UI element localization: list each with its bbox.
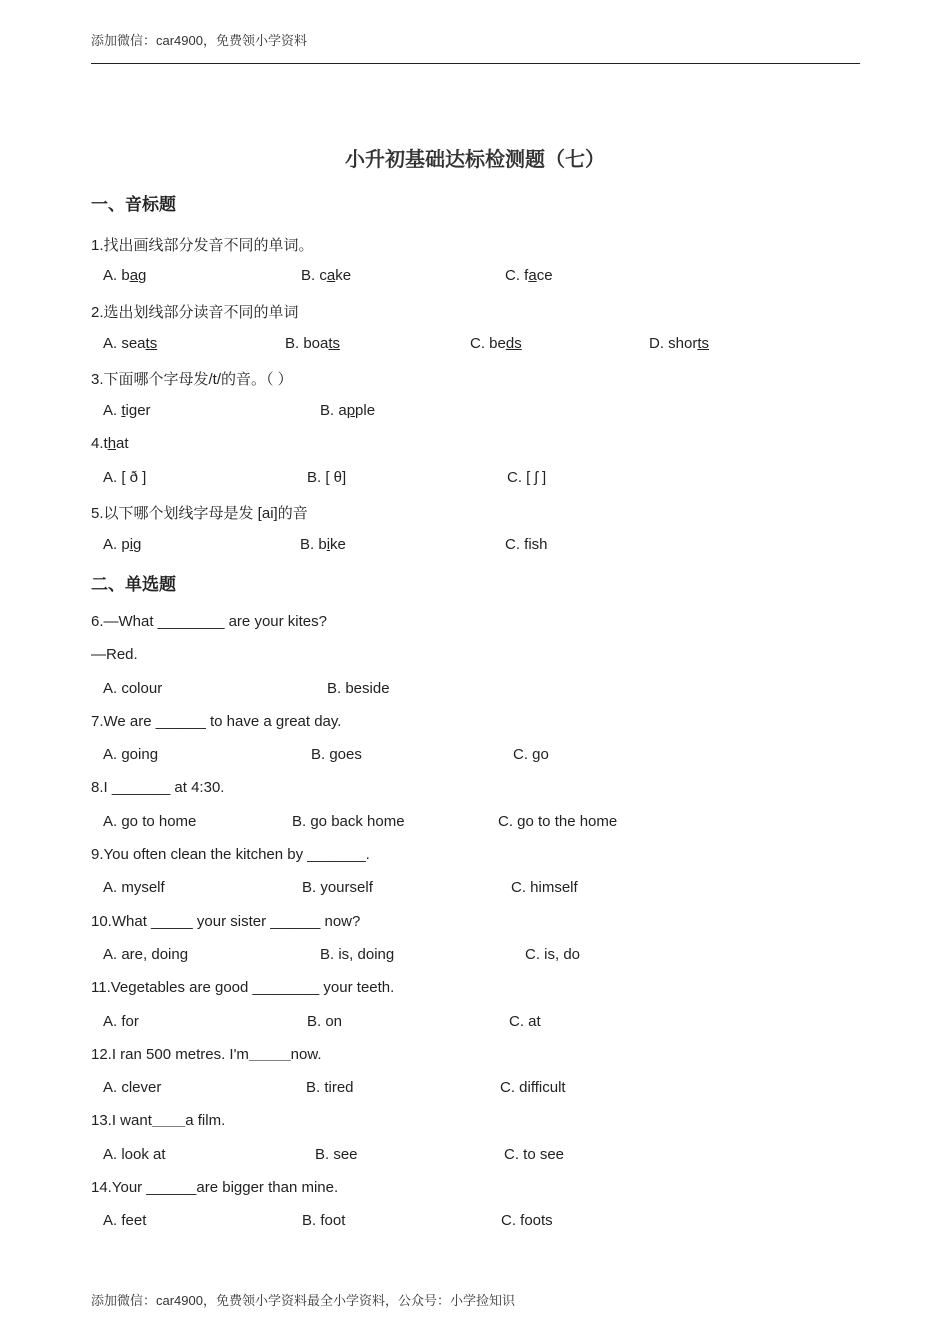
header-divider <box>91 63 860 64</box>
option-a: A. go to home <box>103 813 197 830</box>
option-a: A. myself <box>103 879 165 896</box>
option-b: B. boats <box>285 335 341 352</box>
option-a: A. going <box>103 746 159 763</box>
question-1-stem: 1.找出画线部分发音不同的单词。 <box>91 237 314 254</box>
option-a: A. look at <box>103 1146 166 1163</box>
option-b: B. go back home <box>292 813 405 830</box>
option-a: A. pig <box>103 536 142 553</box>
question-8-stem: 8.I _______ at 4:30. <box>91 779 225 796</box>
option-c: C. go to the home <box>498 813 618 830</box>
question-5-options <box>0 536 950 558</box>
document-title: 小升初基础达标检测题（七） <box>345 149 605 171</box>
question-3-stem: 3.下面哪个字母发/t/的音。（ ） <box>91 371 293 388</box>
option-a: A. seats <box>103 335 158 352</box>
option-a: A. colour <box>103 680 163 697</box>
option-b: B. tired <box>306 1079 354 1096</box>
page-header: 添加微信：car4900，免费领小学资料 <box>91 33 307 48</box>
question-9-stem: 9.You often clean the kitchen by _______. <box>91 846 370 863</box>
option-c: C. face <box>505 267 553 284</box>
option-b: B. is, doing <box>320 946 395 963</box>
section-heading-phonetics: 一、音标题 <box>91 195 176 214</box>
option-c: C. difficult <box>500 1079 566 1096</box>
question-11-stem: 11.Vegetables are good ________ your teeth. <box>91 979 395 996</box>
option-a: A. [ ð ] <box>103 469 147 486</box>
option-b: B. foot <box>302 1212 346 1229</box>
question-14-options <box>0 1212 950 1234</box>
question-3-options <box>0 402 950 424</box>
question-1-options <box>0 267 950 289</box>
question-7-stem: 7.We are ______ to have a great day. <box>91 713 342 730</box>
option-c: C. go <box>513 746 549 763</box>
page-footer: 添加微信：car4900，免费领小学资料最全小学资料，公众号：小学捡知识 <box>91 1293 515 1308</box>
option-a: A. tiger <box>103 402 151 419</box>
option-b: B. on <box>307 1013 343 1030</box>
option-b: B. see <box>315 1146 358 1163</box>
question-2-options <box>0 335 950 357</box>
question-13-stem: 13.I want____a film. <box>91 1112 226 1129</box>
question-6-answer-line: —Red. <box>91 646 138 663</box>
option-b: B. [ θ] <box>307 469 347 486</box>
option-b: B. yourself <box>302 879 373 896</box>
option-c: C. fish <box>505 536 548 553</box>
question-10-options <box>0 946 950 968</box>
question-7-options <box>0 746 950 768</box>
option-c: C. [ ʃ ] <box>507 469 547 486</box>
option-a: A. clever <box>103 1079 162 1096</box>
question-13-options <box>0 1146 950 1168</box>
option-a: A. are, doing <box>103 946 189 963</box>
option-d: D. shorts <box>649 335 710 352</box>
question-12-options <box>0 1079 950 1101</box>
option-c: C. at <box>509 1013 541 1030</box>
option-b: B. goes <box>311 746 362 763</box>
option-a: A. for <box>103 1013 139 1030</box>
section-heading-single-choice: 二、单选题 <box>91 575 176 594</box>
option-c: C. foots <box>501 1212 553 1229</box>
question-9-options <box>0 879 950 901</box>
question-6-options <box>0 680 950 702</box>
question-4-stem: 4.that <box>91 435 129 452</box>
option-a: A. feet <box>103 1212 147 1229</box>
question-8-options <box>0 813 950 835</box>
option-b: B. cake <box>301 267 352 284</box>
question-2-stem: 2.选出划线部分读音不同的单词 <box>91 304 299 321</box>
option-a: A. bag <box>103 267 147 284</box>
question-6-stem: 6.—What ________ are your kites? <box>91 613 327 630</box>
question-10-stem: 10.What _____ your sister ______ now? <box>91 913 361 930</box>
question-4-options <box>0 469 950 491</box>
question-14-stem: 14.Your ______are bigger than mine. <box>91 1179 339 1196</box>
question-12-stem: 12.I ran 500 metres. I'm_____now. <box>91 1046 322 1063</box>
option-c: C. himself <box>511 879 578 896</box>
option-b: B. beside <box>327 680 390 697</box>
option-b: B. bike <box>300 536 346 553</box>
option-c: C. beds <box>470 335 522 352</box>
question-11-options <box>0 1013 950 1035</box>
option-b: B. apple <box>320 402 376 419</box>
option-c: C. is, do <box>525 946 581 963</box>
question-5-stem: 5.以下哪个划线字母是发 [ai]的音 <box>91 505 308 522</box>
option-c: C. to see <box>504 1146 565 1163</box>
